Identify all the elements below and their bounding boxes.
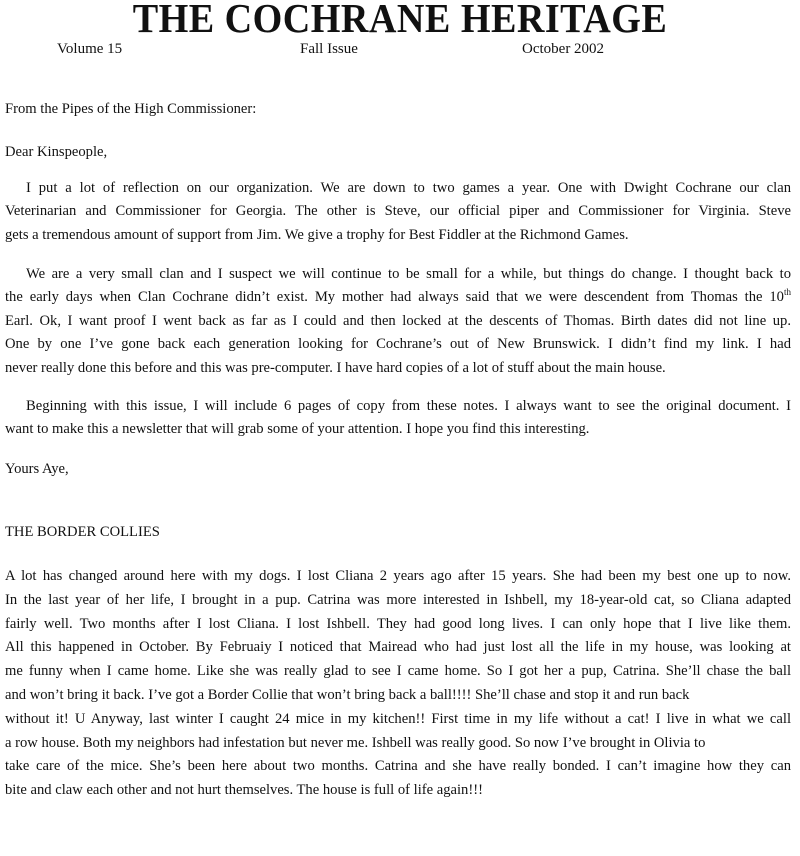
text-line: never really done this before and this was pre-computer. I have hard copies of a lot of stuff about the main house. bbox=[5, 359, 666, 376]
text-line: A lot has changed around here with my dogs. I lost Cliana 2 years ago after 15 years. She had been my best one up to now. bbox=[5, 568, 791, 584]
text-line: fairly well. Two months after I lost Cliana. I lost Ishbell. They had good long lives. I can only hope that I live like them. bbox=[5, 615, 791, 632]
volume-label: Volume 15 bbox=[57, 41, 123, 57]
superscript: th bbox=[783, 287, 791, 298]
text-line: a row house. Both my neighbors had infestation but never me. Ishbell was really good. So now I’ve brought in Olivia to bbox=[5, 734, 706, 751]
article-heading-text: THE BORDER COLLIES bbox=[5, 524, 160, 540]
text-line: All this happened in October. By Februaiy I noticed that Mairead who had just lost all the life in my house, was looking at bbox=[5, 639, 791, 656]
letter-paragraph-3 bbox=[5, 395, 791, 442]
issue-label: Fall Issue bbox=[300, 41, 358, 57]
closing-text: Yours Aye, bbox=[5, 461, 69, 477]
newsletter-title: THE COCHRANE HERITAGE bbox=[132, 0, 668, 41]
text-line: want to make this a newsletter that will grab some of your attention. I hope you find this interesting. bbox=[5, 421, 590, 438]
letter-heading-text: From the Pipes of the High Commissioner: bbox=[5, 101, 257, 117]
date-label: October 2002 bbox=[522, 41, 605, 57]
text-line: Beginning with this issue, I will include 6 pages of copy from these notes. I always want to see the original document. I bbox=[26, 398, 791, 414]
salutation bbox=[5, 141, 791, 164]
text-line: Earl. Ok, I want proof I went back as far as I could and then locked at the descents of Thomas. Birth dates did not line up. bbox=[5, 312, 791, 329]
text-line: gets a tremendous amount of support from Jim. We give a trophy for Best Fiddler at the Richmond Games. bbox=[5, 226, 629, 243]
letter-paragraph-2 bbox=[5, 263, 791, 380]
letter-heading bbox=[5, 98, 791, 121]
text-line: We are a very small clan and I suspect we will continue to be small for a while, but things do change. I thought back to bbox=[26, 266, 791, 282]
text-line: without it! U Anyway, last winter I caught 24 mice in my kitchen!! First time in my life without a cat! I live in what we call bbox=[5, 710, 791, 727]
text-line: take care of the mice. She’s been here about two months. Catrina and she have really bonded. I can’t imagine how they can bbox=[5, 758, 791, 775]
text-line: me funny when I came home. Like she was really glad to see I came home. So I got her a pup, Catrina. She’ll chase the ball bbox=[5, 663, 791, 680]
text-line: bite and claw each other and not hurt themselves. The house is full of life again!!! bbox=[5, 782, 483, 799]
salutation-text: Dear Kinspeople, bbox=[5, 144, 108, 160]
text-line: I put a lot of reflection on our organization. We are down to two games a year. One with Dwight Cochrane our clan bbox=[26, 180, 791, 196]
closing bbox=[5, 458, 791, 481]
article-heading bbox=[5, 521, 791, 544]
article-paragraph bbox=[5, 565, 791, 803]
text-line: One by one I’ve gone back each generation looking for Cochrane’s out of New Brunswick. I didn’t find my link. I had bbox=[5, 336, 791, 353]
text-line bbox=[5, 286, 791, 309]
text-line: In the last year of her life, I brought in a pup. Catrina was more interested in Ishbell, my 18-year-old cat, so Cliana adapted bbox=[5, 591, 791, 608]
text-line: Veterinarian and Commissioner for Georgia. The other is Steve, our official piper and Commissioner for Virginia. Steve bbox=[5, 203, 791, 220]
text-line: and won’t bring it back. I’ve got a Border Collie that won’t bring back a ball!!!! She’ll chase and stop it and run back bbox=[5, 686, 690, 703]
text-line-span: the early days when Clan Cochrane didn’t exist. My mother had always said that we were descendent from Thomas the 10 bbox=[5, 289, 784, 306]
letter-paragraph-1 bbox=[5, 177, 791, 247]
